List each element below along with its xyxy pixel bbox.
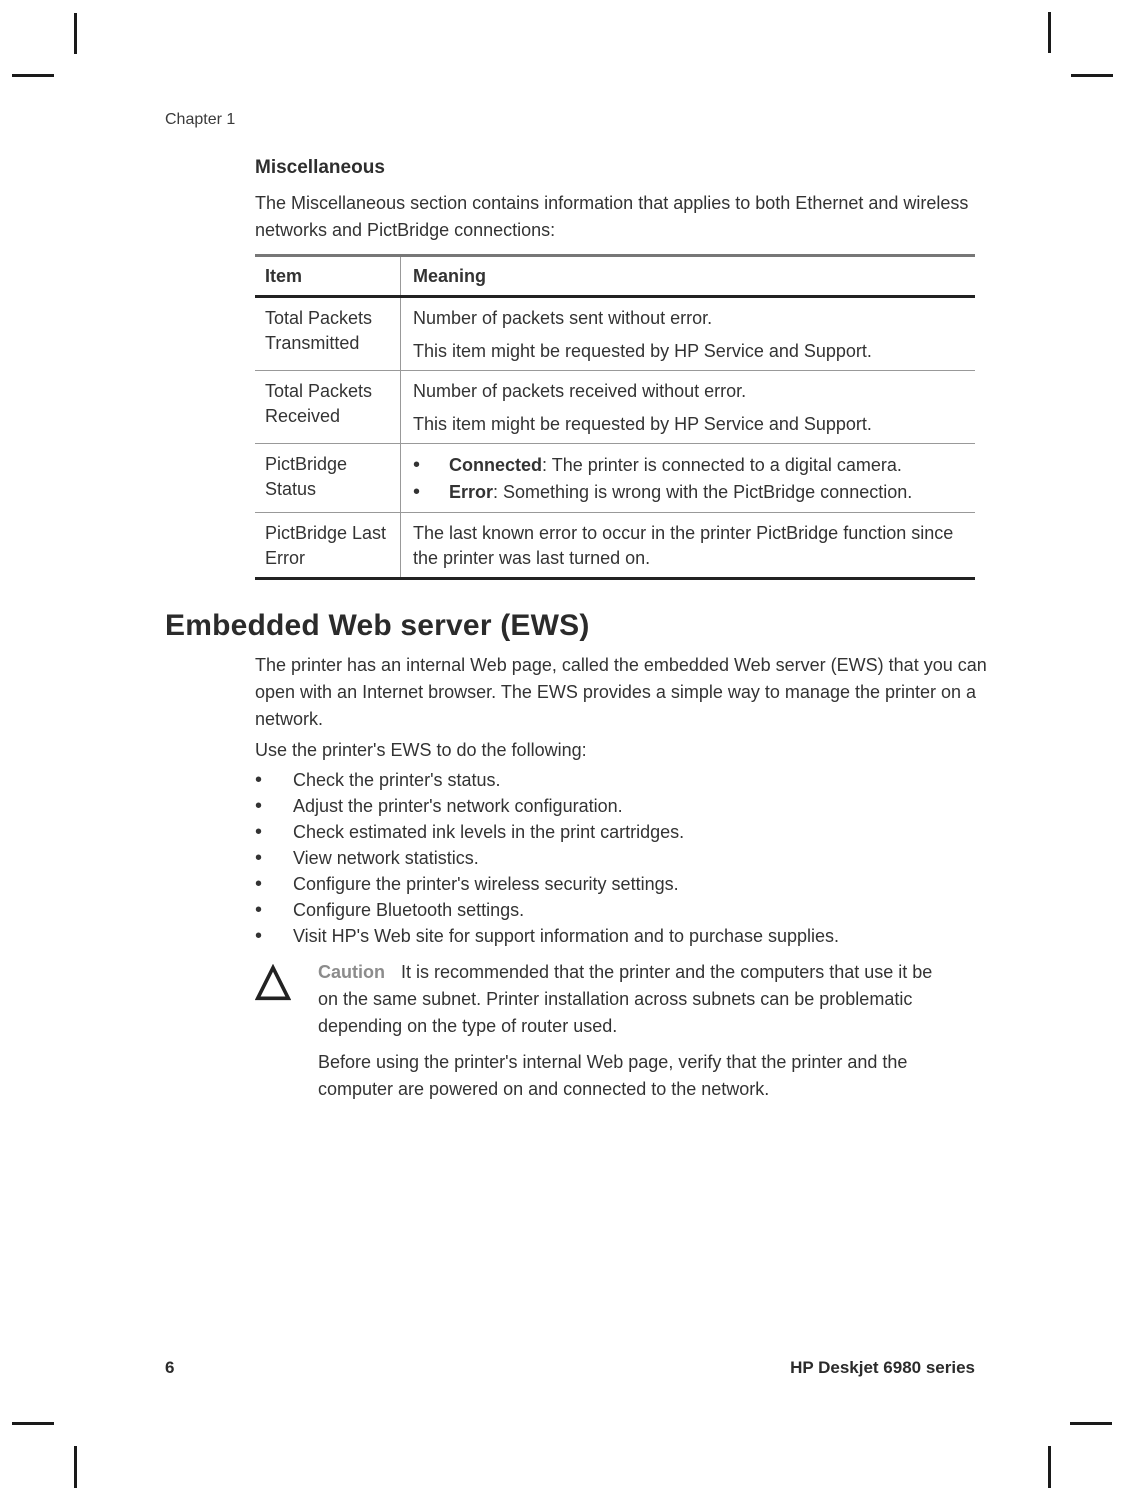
page-content [165,110,987,1103]
miscellaneous-section [255,156,975,580]
list-item-text: Visit HP's Web site for support information and to purchase supplies. [293,926,840,946]
ews-closing-paragraph: Before using the printer's internal Web page, verify that the printer and the computer are powered on and connected to the network. [318,1052,908,1099]
list-item-text: Check the printer's status. [293,770,501,790]
list-item [413,452,967,479]
meaning-cell [400,444,975,512]
caution-label: Caution [318,962,385,982]
table-row [255,512,975,577]
product-name: HP Deskjet 6980 series [790,1358,975,1377]
meaning-paragraph: This item might be requested by HP Service and Support. [413,341,872,361]
table-row [255,370,975,443]
ews-section [255,652,987,1103]
item-cell: Total Packets Transmitted [265,308,373,353]
list-item [255,767,975,793]
table-row [255,298,975,370]
bullet-icon [255,767,293,793]
chapter-label: Chapter 1 [165,111,236,128]
list-item [255,819,975,845]
caution-triangle-icon [255,959,318,1007]
crop-mark-top-right-horizontal [1071,74,1113,77]
list-item-text: Configure Bluetooth settings. [293,900,525,920]
column-header-item: Item [265,266,303,286]
bullet-term: Error [449,482,494,502]
bullet-icon [413,452,449,479]
bullet-icon [255,845,293,871]
crop-mark-bottom-right-horizontal [1070,1422,1112,1425]
ews-list-lead: Use the printer's EWS to do the following: [255,740,587,760]
bullet-text [449,452,902,479]
crop-mark-top-right-vertical [1048,12,1051,53]
crop-mark-top-left-horizontal [12,74,54,77]
column-header-meaning: Meaning [400,257,975,295]
list-item-text: Check estimated ink levels in the print cartridges. [293,822,685,842]
list-item [255,897,975,923]
meaning-paragraph: The last known error to occur in the printer PictBridge function since the printer was last turned on. [413,523,954,568]
meaning-paragraph: Number of packets sent without error. [413,308,713,328]
crop-mark-bottom-left-vertical [74,1446,77,1488]
item-cell: PictBridge Last Error [265,523,387,568]
bullet-icon [255,923,293,949]
item-cell: Total Packets Received [265,381,373,426]
meaning-paragraph: This item might be requested by HP Service and Support. [413,414,872,434]
list-item [255,845,975,871]
bullet-term: Connected [449,455,543,475]
list-item-text: Configure the printer's wireless security settings. [293,874,679,894]
list-item-text: Adjust the printer's network configuration. [293,796,623,816]
miscellaneous-intro: The Miscellaneous section contains information that applies to both Ethernet and wireless networks and PictBridge connections: [255,193,969,240]
bullet-icon [255,897,293,923]
caution-text-block [318,959,954,1040]
crop-mark-bottom-left-horizontal [12,1422,54,1425]
bullet-rest: : The printer is connected to a digital camera. [542,455,902,475]
table-header-row [255,257,975,298]
list-item [255,923,975,949]
bullet-icon [255,819,293,845]
page-number: 6 [165,1358,175,1377]
table-row [255,443,975,512]
bullet-rest: : Something is wrong with the PictBridge connection. [493,482,913,502]
network-items-table [255,254,975,580]
meaning-cell [400,371,975,443]
meaning-cell [400,298,975,370]
caution-text: It is recommended that the printer and the computers that use it be on the same subnet. Printer installation across subnets can be problematic depending on the type of router used. [318,962,933,1036]
bullet-icon [255,793,293,819]
caution-note [255,959,975,1040]
crop-mark-bottom-right-vertical [1048,1446,1051,1488]
page-footer [165,1358,975,1378]
bullet-icon [413,479,449,506]
miscellaneous-heading: Miscellaneous [255,157,385,178]
crop-mark-top-left-vertical [74,13,77,54]
bullet-text [449,479,912,506]
list-item [255,793,975,819]
item-cell: PictBridge Status [265,454,348,499]
list-item [413,479,967,506]
section-heading-ews: Embedded Web server (EWS) [165,609,590,642]
list-item-text: View network statistics. [293,848,479,868]
list-item [255,871,975,897]
meaning-paragraph: Number of packets received without error. [413,381,747,401]
bullet-icon [255,871,293,897]
meaning-cell [400,513,975,577]
ews-feature-list [255,767,975,949]
ews-intro: The printer has an internal Web page, called the embedded Web server (EWS) that you can open with an Internet browser. The EWS provides a simple way to manage the printer on a network. [255,655,987,729]
